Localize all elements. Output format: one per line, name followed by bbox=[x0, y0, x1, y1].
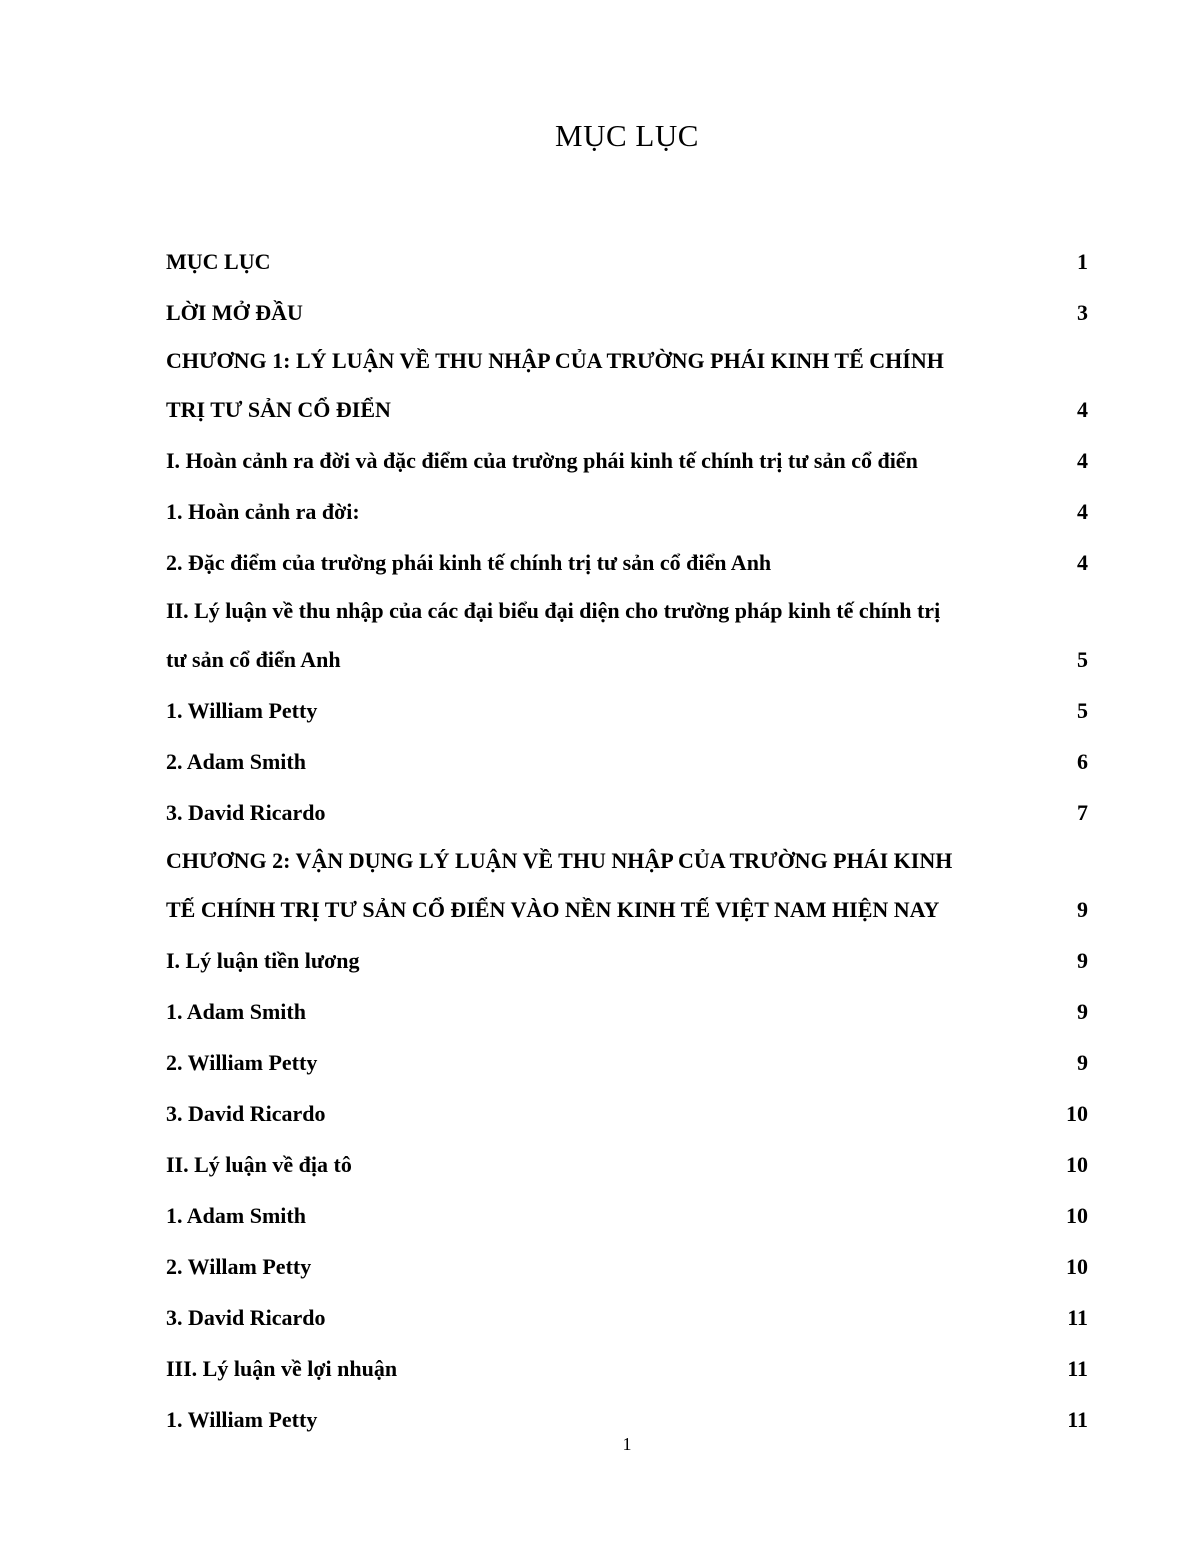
toc-entry-text: III. Lý luận về lợi nhuận bbox=[166, 1356, 398, 1381]
toc-entry-text: I. Hoàn cảnh ra đời và đặc điểm của trường phái kinh tế chính trị tư sản cổ điển bbox=[166, 448, 918, 473]
toc-page-number: 4 bbox=[1077, 550, 1088, 575]
toc-page-number: 4 bbox=[1077, 397, 1088, 422]
toc-page-number: 11 bbox=[1067, 1305, 1088, 1330]
toc-page-number: 1 bbox=[1077, 249, 1088, 274]
toc-entry-text: tư sản cổ điển Anh bbox=[166, 647, 341, 672]
toc-entry[interactable] bbox=[166, 736, 1088, 787]
toc-entry-text: 1. William Petty bbox=[166, 698, 318, 723]
toc-entry[interactable] bbox=[166, 787, 1088, 838]
toc-entry[interactable] bbox=[166, 634, 1088, 685]
toc-page-number: 3 bbox=[1077, 300, 1088, 325]
toc-page-number: 10 bbox=[1066, 1101, 1088, 1126]
footer-page-number: 1 bbox=[622, 1434, 632, 1454]
toc-page-number: 9 bbox=[1077, 999, 1088, 1024]
toc-entry-text: 2. Adam Smith bbox=[166, 749, 306, 774]
toc-page-number: 9 bbox=[1077, 948, 1088, 973]
toc-entry[interactable] bbox=[166, 435, 1088, 486]
toc-entry[interactable] bbox=[166, 884, 1088, 935]
toc-entry-text: 3. David Ricardo bbox=[166, 800, 326, 825]
toc-entry[interactable] bbox=[166, 1190, 1088, 1241]
toc-entry[interactable] bbox=[166, 1088, 1088, 1139]
toc-entry-text: I. Lý luận tiền lương bbox=[166, 948, 360, 973]
toc-entry[interactable] bbox=[166, 287, 1088, 338]
toc-entry-text: 3. David Ricardo bbox=[166, 1305, 326, 1330]
toc-entry-text: TRỊ TƯ SẢN CỔ ĐIỂN bbox=[166, 397, 391, 422]
toc-entry[interactable] bbox=[166, 384, 1088, 435]
toc-entry-first-line[interactable] bbox=[166, 588, 1088, 634]
toc-entry[interactable] bbox=[166, 1292, 1088, 1343]
toc-entry-text: 1. Adam Smith bbox=[166, 999, 306, 1024]
toc-entry-text: 2. William Petty bbox=[166, 1050, 318, 1075]
toc-entry-text: II. Lý luận về địa tô bbox=[166, 1152, 352, 1177]
toc-page-number: 4 bbox=[1077, 499, 1088, 524]
toc-entry[interactable] bbox=[166, 1037, 1088, 1088]
toc-page-number: 4 bbox=[1077, 448, 1088, 473]
toc-page-number: 10 bbox=[1066, 1152, 1088, 1177]
toc-entry[interactable] bbox=[166, 1343, 1088, 1394]
toc-entry[interactable] bbox=[166, 1139, 1088, 1190]
toc-page-number: 9 bbox=[1077, 1050, 1088, 1075]
toc-page-number: 10 bbox=[1066, 1254, 1088, 1279]
toc-entry[interactable] bbox=[166, 935, 1088, 986]
toc-page-number: 5 bbox=[1077, 647, 1088, 672]
toc-entry[interactable] bbox=[166, 236, 1088, 287]
toc-entry-text: TẾ CHÍNH TRỊ TƯ SẢN CỔ ĐIỂN VÀO NỀN KINH TẾ VIỆT NAM HIỆN NAY bbox=[166, 897, 940, 922]
toc-page-number: 7 bbox=[1077, 800, 1088, 825]
toc-entry[interactable] bbox=[166, 1241, 1088, 1292]
toc-entry-text: II. Lý luận về thu nhập của các đại biểu đại diện cho trường pháp kinh tế chính trị bbox=[166, 598, 941, 623]
toc-entry-text: 1. Adam Smith bbox=[166, 1203, 306, 1228]
toc-entry-text: CHƯƠNG 2: VẬN DỤNG LÝ LUẬN VỀ THU NHẬP CỦA TRƯỜNG PHÁI KINH bbox=[166, 848, 953, 873]
toc-page-number: 5 bbox=[1077, 698, 1088, 723]
toc-entry-text: CHƯƠNG 1: LÝ LUẬN VỀ THU NHẬP CỦA TRƯỜNG PHÁI KINH TẾ CHÍNH bbox=[166, 348, 944, 373]
toc-page-number: 9 bbox=[1077, 897, 1088, 922]
toc-entry-text: 2. Willam Petty bbox=[166, 1254, 312, 1279]
toc-entry-text: 3. David Ricardo bbox=[166, 1101, 326, 1126]
page-title: MỤC LỤC bbox=[555, 118, 699, 153]
toc-entry-text: 1. Hoàn cảnh ra đời: bbox=[166, 499, 360, 524]
toc-page-number: 11 bbox=[1067, 1356, 1088, 1381]
toc-page-number: 6 bbox=[1077, 749, 1088, 774]
toc-entry-text: 2. Đặc điểm của trường phái kinh tế chính trị tư sản cổ điển Anh bbox=[166, 550, 772, 575]
toc-entry-text: MỤC LỤC bbox=[166, 249, 271, 274]
toc-entry[interactable] bbox=[166, 685, 1088, 736]
toc-entry[interactable] bbox=[166, 986, 1088, 1037]
toc-entry[interactable] bbox=[166, 537, 1088, 588]
toc-page-number: 10 bbox=[1066, 1203, 1088, 1228]
toc-entry-first-line[interactable] bbox=[166, 838, 1088, 884]
toc-entry-first-line[interactable] bbox=[166, 338, 1088, 384]
toc-entry-text: LỜI MỞ ĐẦU bbox=[166, 300, 303, 325]
table-of-contents bbox=[166, 236, 1088, 1445]
toc-page-number: 11 bbox=[1067, 1407, 1088, 1432]
toc-entry[interactable] bbox=[166, 486, 1088, 537]
toc-entry-text: 1. William Petty bbox=[166, 1407, 318, 1432]
